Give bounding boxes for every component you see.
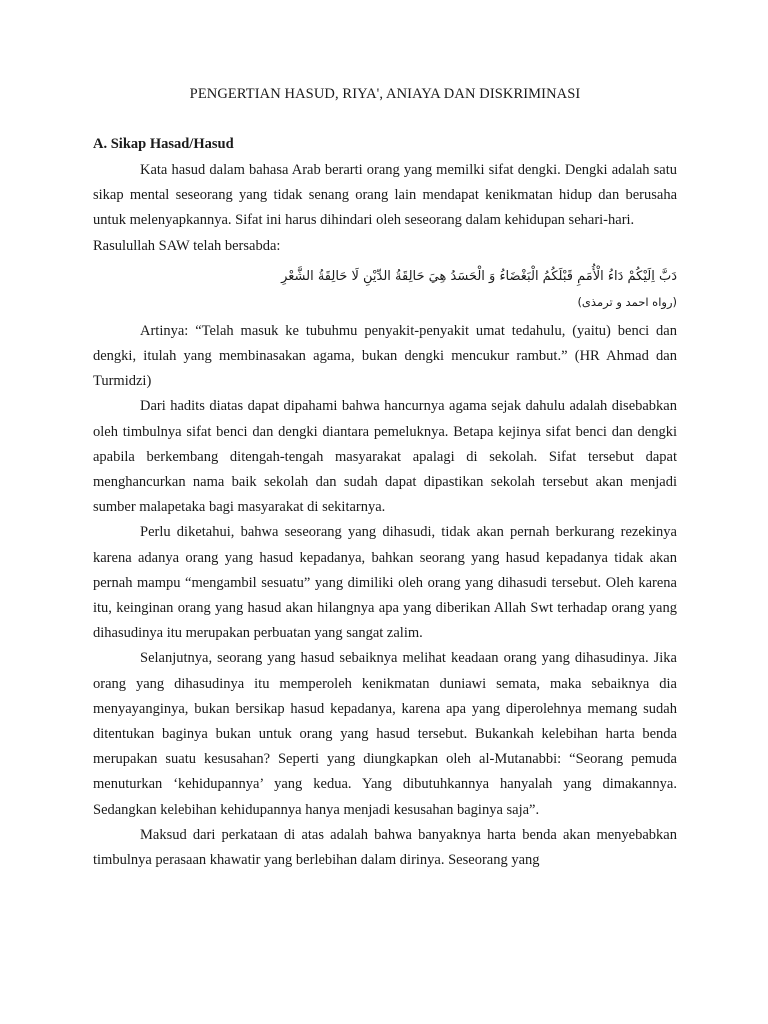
- section-heading: A. Sikap Hasad/Hasud: [93, 136, 234, 152]
- paragraph-explanation: Dari hadits diatas dapat dipahami bahwa hancurnya agama sejak dahulu adalah disebabkan oleh timbulnya sifat benci dan dengki diantara pemeluknya. Betapa kejinya sifat benci dan dengki apabila berkembang ditengah-tengah masyarakat apalagi di sekolah. Sifat tersebut dapat menghancurkan nama baik sekolah dan sudah dapat dipastikan sekolah tersebut akan menjadi sumber malapetaka bagi masyarakat di sekitarnya.: [93, 398, 677, 516]
- paragraph-note: Perlu diketahui, bahwa seseorang yang dihasudi, tidak akan pernah berkurang rezekinya karena adanya orang yang hasud kepadanya, bahkan seorang yang hasud kepadanya tidak akan pernah mampu “mengambil sesuatu” yang dimiliki oleh orang yang dihasudi tersebut. Oleh karena itu, keinginan orang yang hasud akan hilangnya apa yang diberikan Allah Swt terhadap orang yang dihasudinya itu merupakan perbuatan yang sangat zalim.: [93, 524, 677, 642]
- paragraph-translation: Artinya: “Telah masuk ke tubuhmu penyakit-penyakit umat tedahulu, (yaitu) benci dan dengki, itulah yang membinasakan agama, bukan dengki mencukur rambut.” (HR Ahmad dan Turmidzi): [93, 322, 677, 390]
- document-title: PENGERTIAN HASUD, RIYA', ANIAYA DAN DISKRIMINASI: [189, 86, 581, 102]
- paragraph-meaning: Maksud dari perkataan di atas adalah bahwa banyaknya harta benda akan menyebabkan timbulnya perasaan khawatir yang berlebihan dalam dirinya. Seseorang yang: [93, 826, 677, 869]
- hadith-intro: Rasulullah SAW telah bersabda:: [93, 237, 281, 254]
- hadith-reference: (رواه احمد و ترمذى): [577, 294, 677, 309]
- hadith-arabic-text: دَبَّ اِلَيْكُمْ دَاءُ الْأُمَمِ قَبْلَكُمُ الْبَغْضَاءُ وَ الْحَسَدُ هِيَ حَالِقَةُ الدِّيْنِ لَا حَالِقَةُ الشَّعْرِ: [281, 268, 677, 284]
- paragraph-definition: Kata hasud dalam bahasa Arab berarti orang yang memilki sifat dengki. Dengki adalah satu sikap mental seseorang yang tidak senang orang lain mendapat kenikmatan hidup dan berusaha untuk melenyapkannya. Sifat ini harus dihindari oleh seseorang dalam kehidupan sehari-hari.: [93, 162, 677, 229]
- paragraph-continuation: Selanjutnya, seorang yang hasud sebaiknya melihat keadaan orang yang dihasudinya. Jika orang yang dihasudinya itu memperoleh kenikmatan duniawi semata, maka sebaiknya dia menyayanginya, bukan bersikap hasud kepadanya, karena apa yang diperolehnya memang sudah ditentukan baginya bukan untuk orang yang hasud tersebut. Bukankah kelebihan harta benda merupakan suatu kesusahan? Seperti yang diungkapkan oleh al-Mutanabbi: “Seorang pemuda menuturkan ‘kehidupannya’ yang kedua. Yang dibutuhkannya hanyalah yang dimakannya. Sedangkan kelebihan kehidupannya hanya menjadi kesusahan baginya saja”.: [93, 650, 677, 818]
